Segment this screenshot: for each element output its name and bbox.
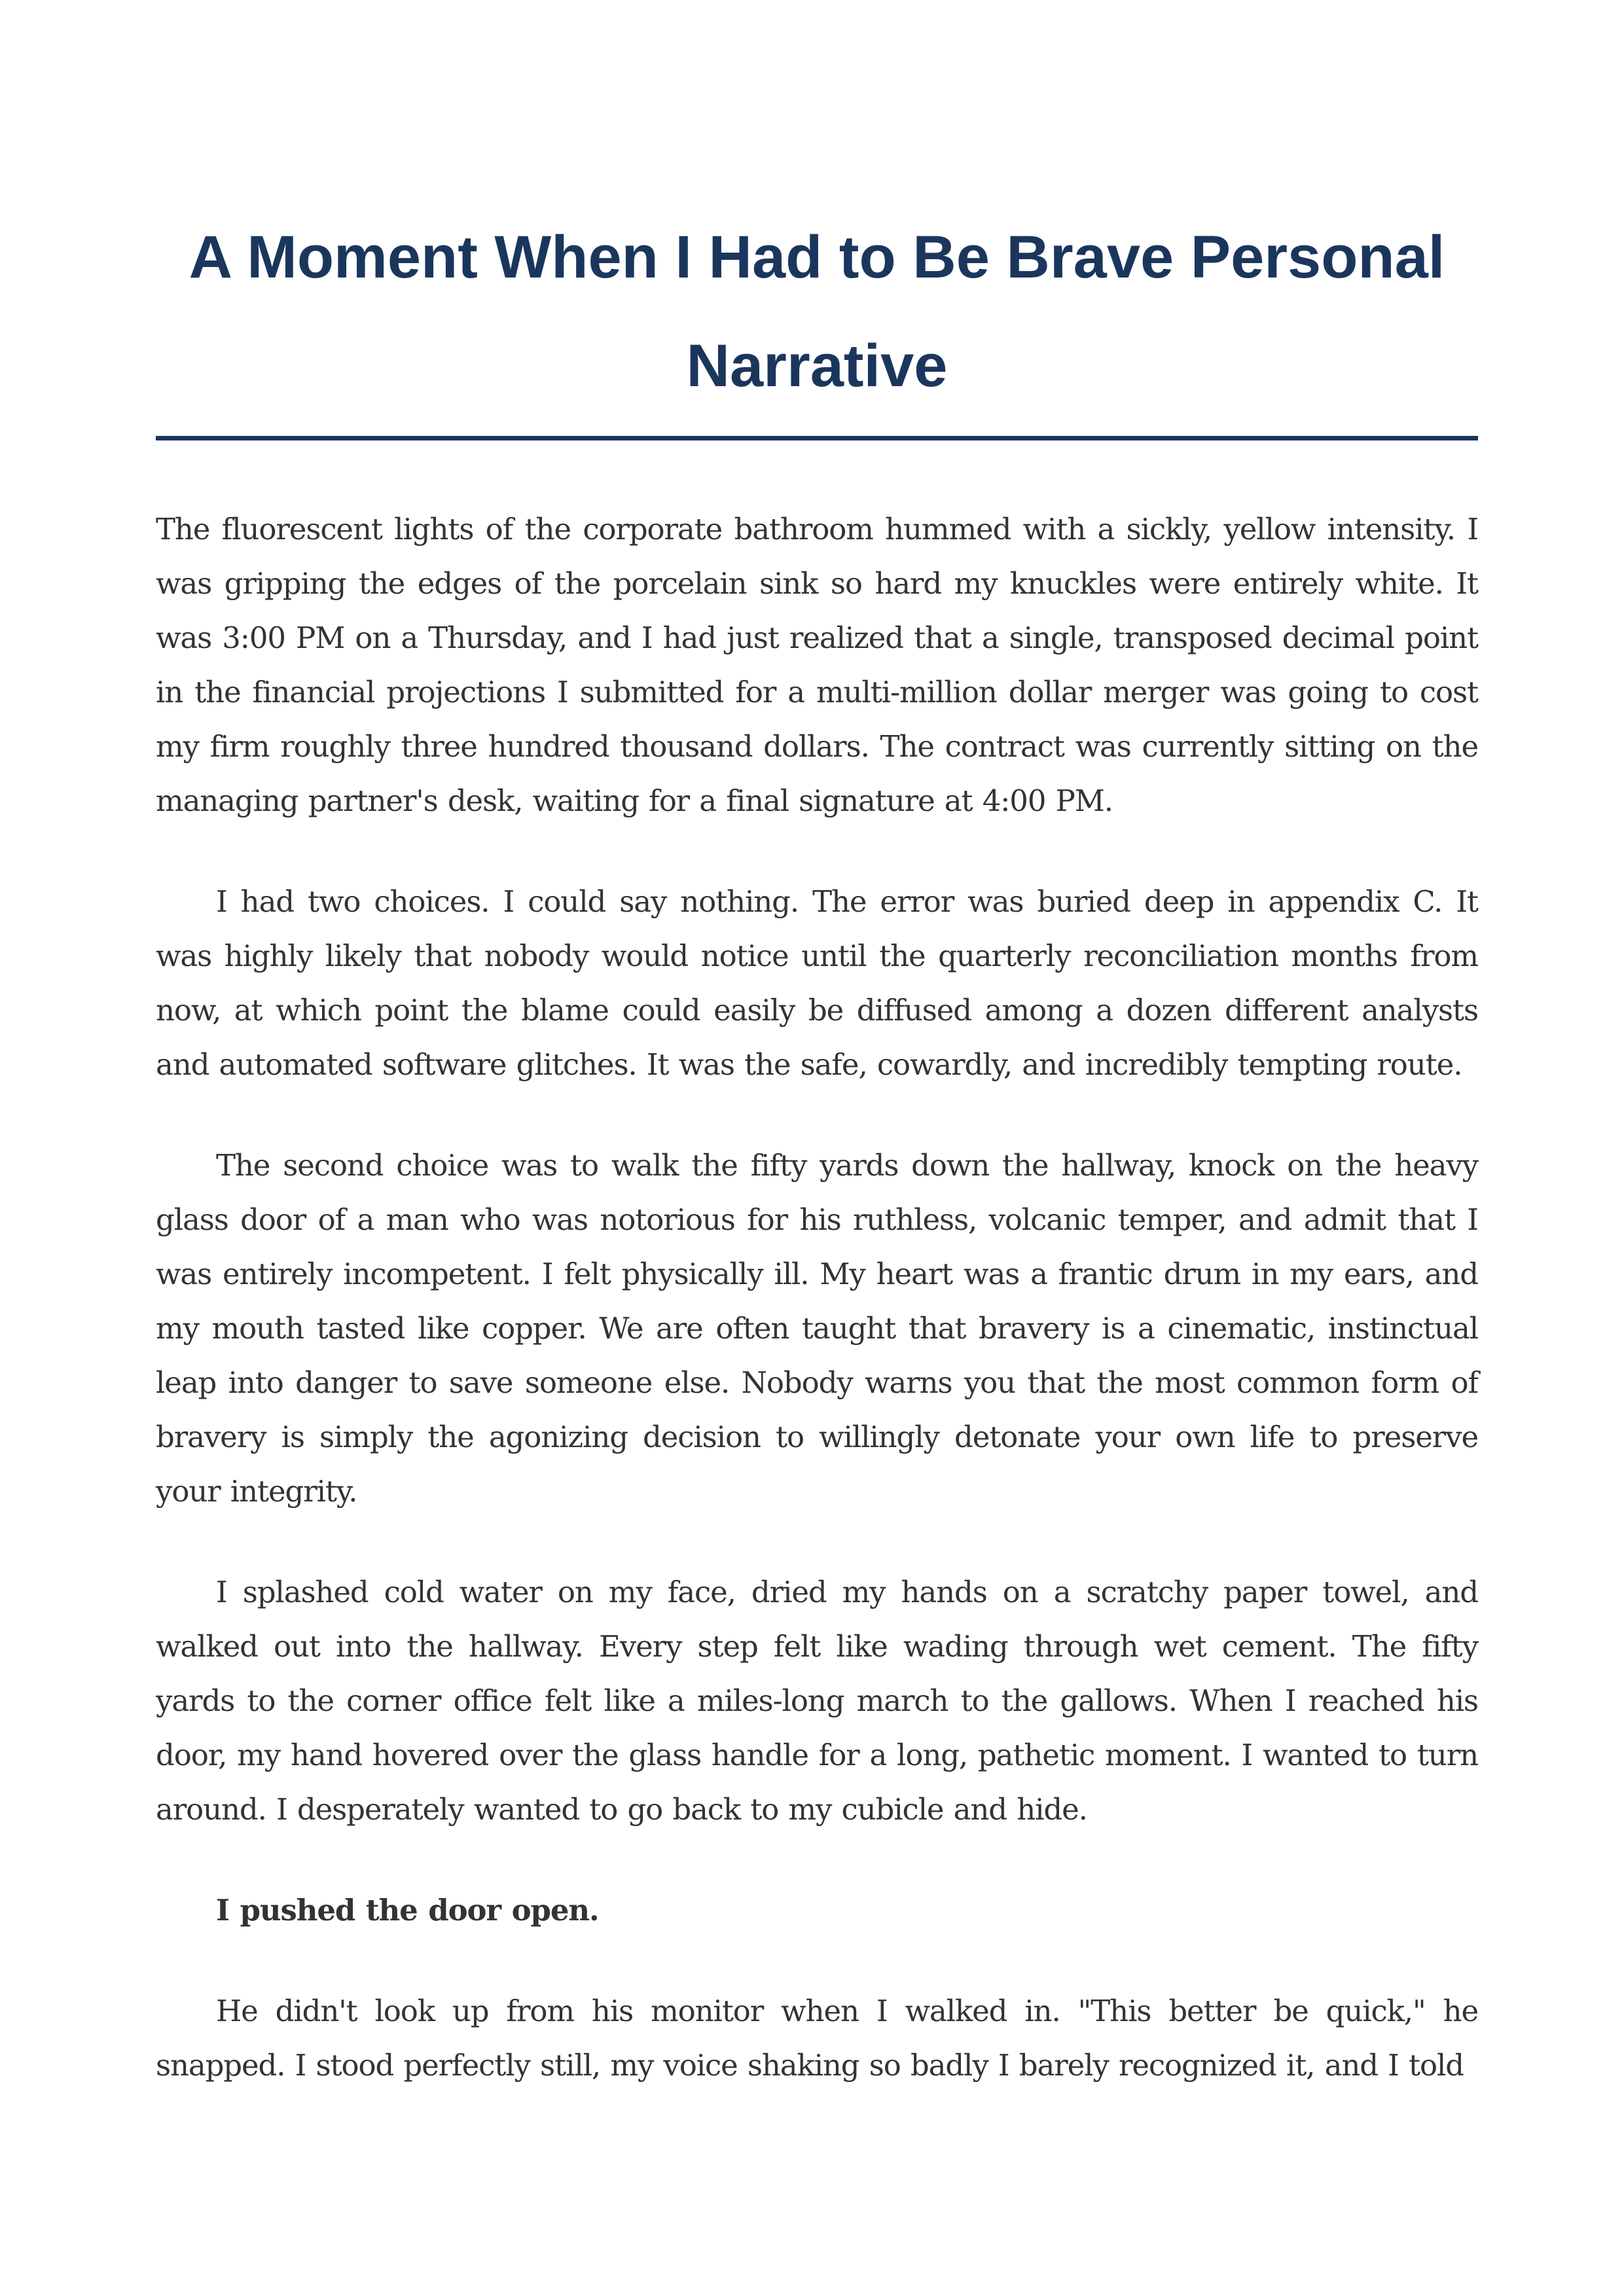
paragraph-3: The second choice was to walk the fifty yards down the hallway, knock on the heavy glass door of a man who was notorious for his ruthless, volcanic temper, and admit that I was entirely incompetent. I felt physically ill. My heart was a frantic drum in my ears, and my mouth tasted like copper. We are often taught that bravery is a cinematic, instinctual leap into danger to save someone else. Nobody warns you that the most common form of bravery is simply the agonizing decision to willingly detonate your own life to preserve your integrity. [156,1148,1478,1509]
paragraph-2: I had two choices. I could say nothing. The error was buried deep in appendix C. It was highly likely that nobody would notice until the quarterly reconciliation months from now, at which point the blame could easily be diffused among a dozen different analysts and automated software glitches. It was the safe, cowardly, and incredibly tempting route. [156,884,1478,1082]
document-title: A Moment When I Had to Be Brave Personal Narrative [189,224,1445,399]
paragraph-1: The fluorescent lights of the corporate bathroom hummed with a sickly, yellow intensity. I was gripping the edges of the porcelain sink so hard my knuckles were entirely white. It was 3:00 PM on a Thursday, and I had just realized that a single, transposed decimal point in the financial projections I submitted for a multi-million dollar merger was going to cost my firm roughly three hundred thousand dollars. The contract was currently sitting on the managing partner's desk, waiting for a final signature at 4:00 PM. [156,512,1478,818]
paragraph-5-emphasis: I pushed the door open. [216,1893,599,1928]
paragraph-6: He didn't look up from his monitor when I walked in. "This better be quick," he snapped. I stood perfectly still, my voice shaking so badly I barely recognized it, and I told [156,1994,1478,2083]
document-content [156,203,1478,2139]
title-divider [156,436,1478,440]
paragraph-4: I splashed cold water on my face, dried my hands on a scratchy paper towel, and walked out into the hallway. Every step felt like wading through wet cement. The fifty yards to the corner office felt like a miles-long march to the gallows. When I reached his door, my hand hovered over the glass handle for a long, pathetic moment. I wanted to turn around. I desperately wanted to go back to my cubicle and hide. [156,1575,1478,1827]
document-body [156,502,1478,2092]
